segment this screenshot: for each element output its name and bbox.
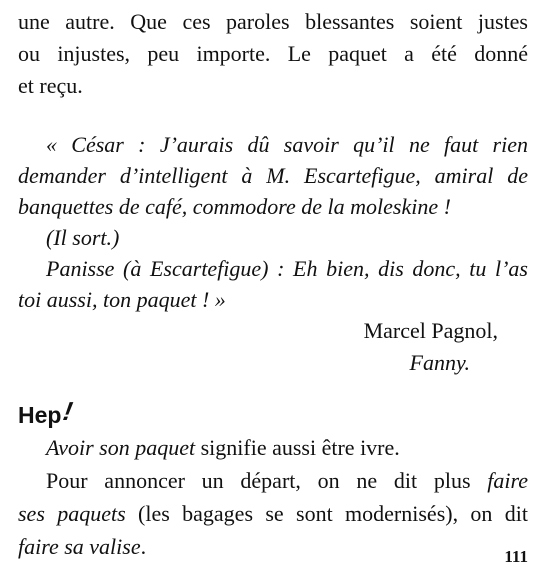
quote-attribution xyxy=(18,315,528,379)
hep-label: Hep xyxy=(18,402,62,428)
intro-line-3: et reçu. xyxy=(18,73,83,98)
hep-line-4-italic: faire sa valise xyxy=(18,534,141,559)
quote-line-6: toi aussi, ton paquet ! » xyxy=(18,287,226,312)
hep-line-3 xyxy=(18,497,528,530)
hep-line-1 xyxy=(18,431,528,464)
book-page xyxy=(18,0,528,575)
intro-line-2: ou injustes, peu importe. Le paquet a été donné xyxy=(18,41,528,66)
hep-line-2-italic: faire xyxy=(487,468,528,493)
pagnol-quote xyxy=(18,129,528,315)
quote-line-2: demander d’intelligent à M. Escartefigue, amiral de xyxy=(18,163,528,188)
hep-line-4-text: . xyxy=(140,534,147,559)
hep-line-3-italic: ses paquets xyxy=(18,501,126,526)
hep-line-1-italic: Avoir son paquet xyxy=(46,435,196,460)
hep-line-2-text: Pour annoncer un départ, on ne dit plus xyxy=(46,468,488,493)
hep-line-1-text: signifie aussi être ivre. xyxy=(195,435,400,460)
quote-stage-direction: (Il sort.) xyxy=(46,225,120,250)
hep-heading xyxy=(18,396,528,429)
quote-line-1: « César : J’aurais dû savoir qu’il ne faut rien xyxy=(46,132,528,157)
quote-line-5: Panisse (à Escartefigue) : Eh bien, dis donc, tu l’as xyxy=(46,256,528,281)
intro-line-1: une autre. Que ces paroles blessantes soient justes xyxy=(18,9,528,34)
intro-paragraph xyxy=(18,6,528,102)
attribution-work: Fanny. xyxy=(409,350,470,375)
hep-line-3-text: (les bagages se sont modernisés), on dit xyxy=(125,501,529,526)
hep-body xyxy=(18,431,528,563)
quote-line-3: banquettes de café, commodore de la moleskine ! xyxy=(18,194,451,219)
hep-line-4 xyxy=(18,530,528,563)
hep-exclamation: ! xyxy=(61,396,76,426)
attribution-author: Marcel Pagnol, xyxy=(363,318,498,343)
hep-line-2 xyxy=(18,464,528,497)
page-number: 111 xyxy=(504,547,528,566)
